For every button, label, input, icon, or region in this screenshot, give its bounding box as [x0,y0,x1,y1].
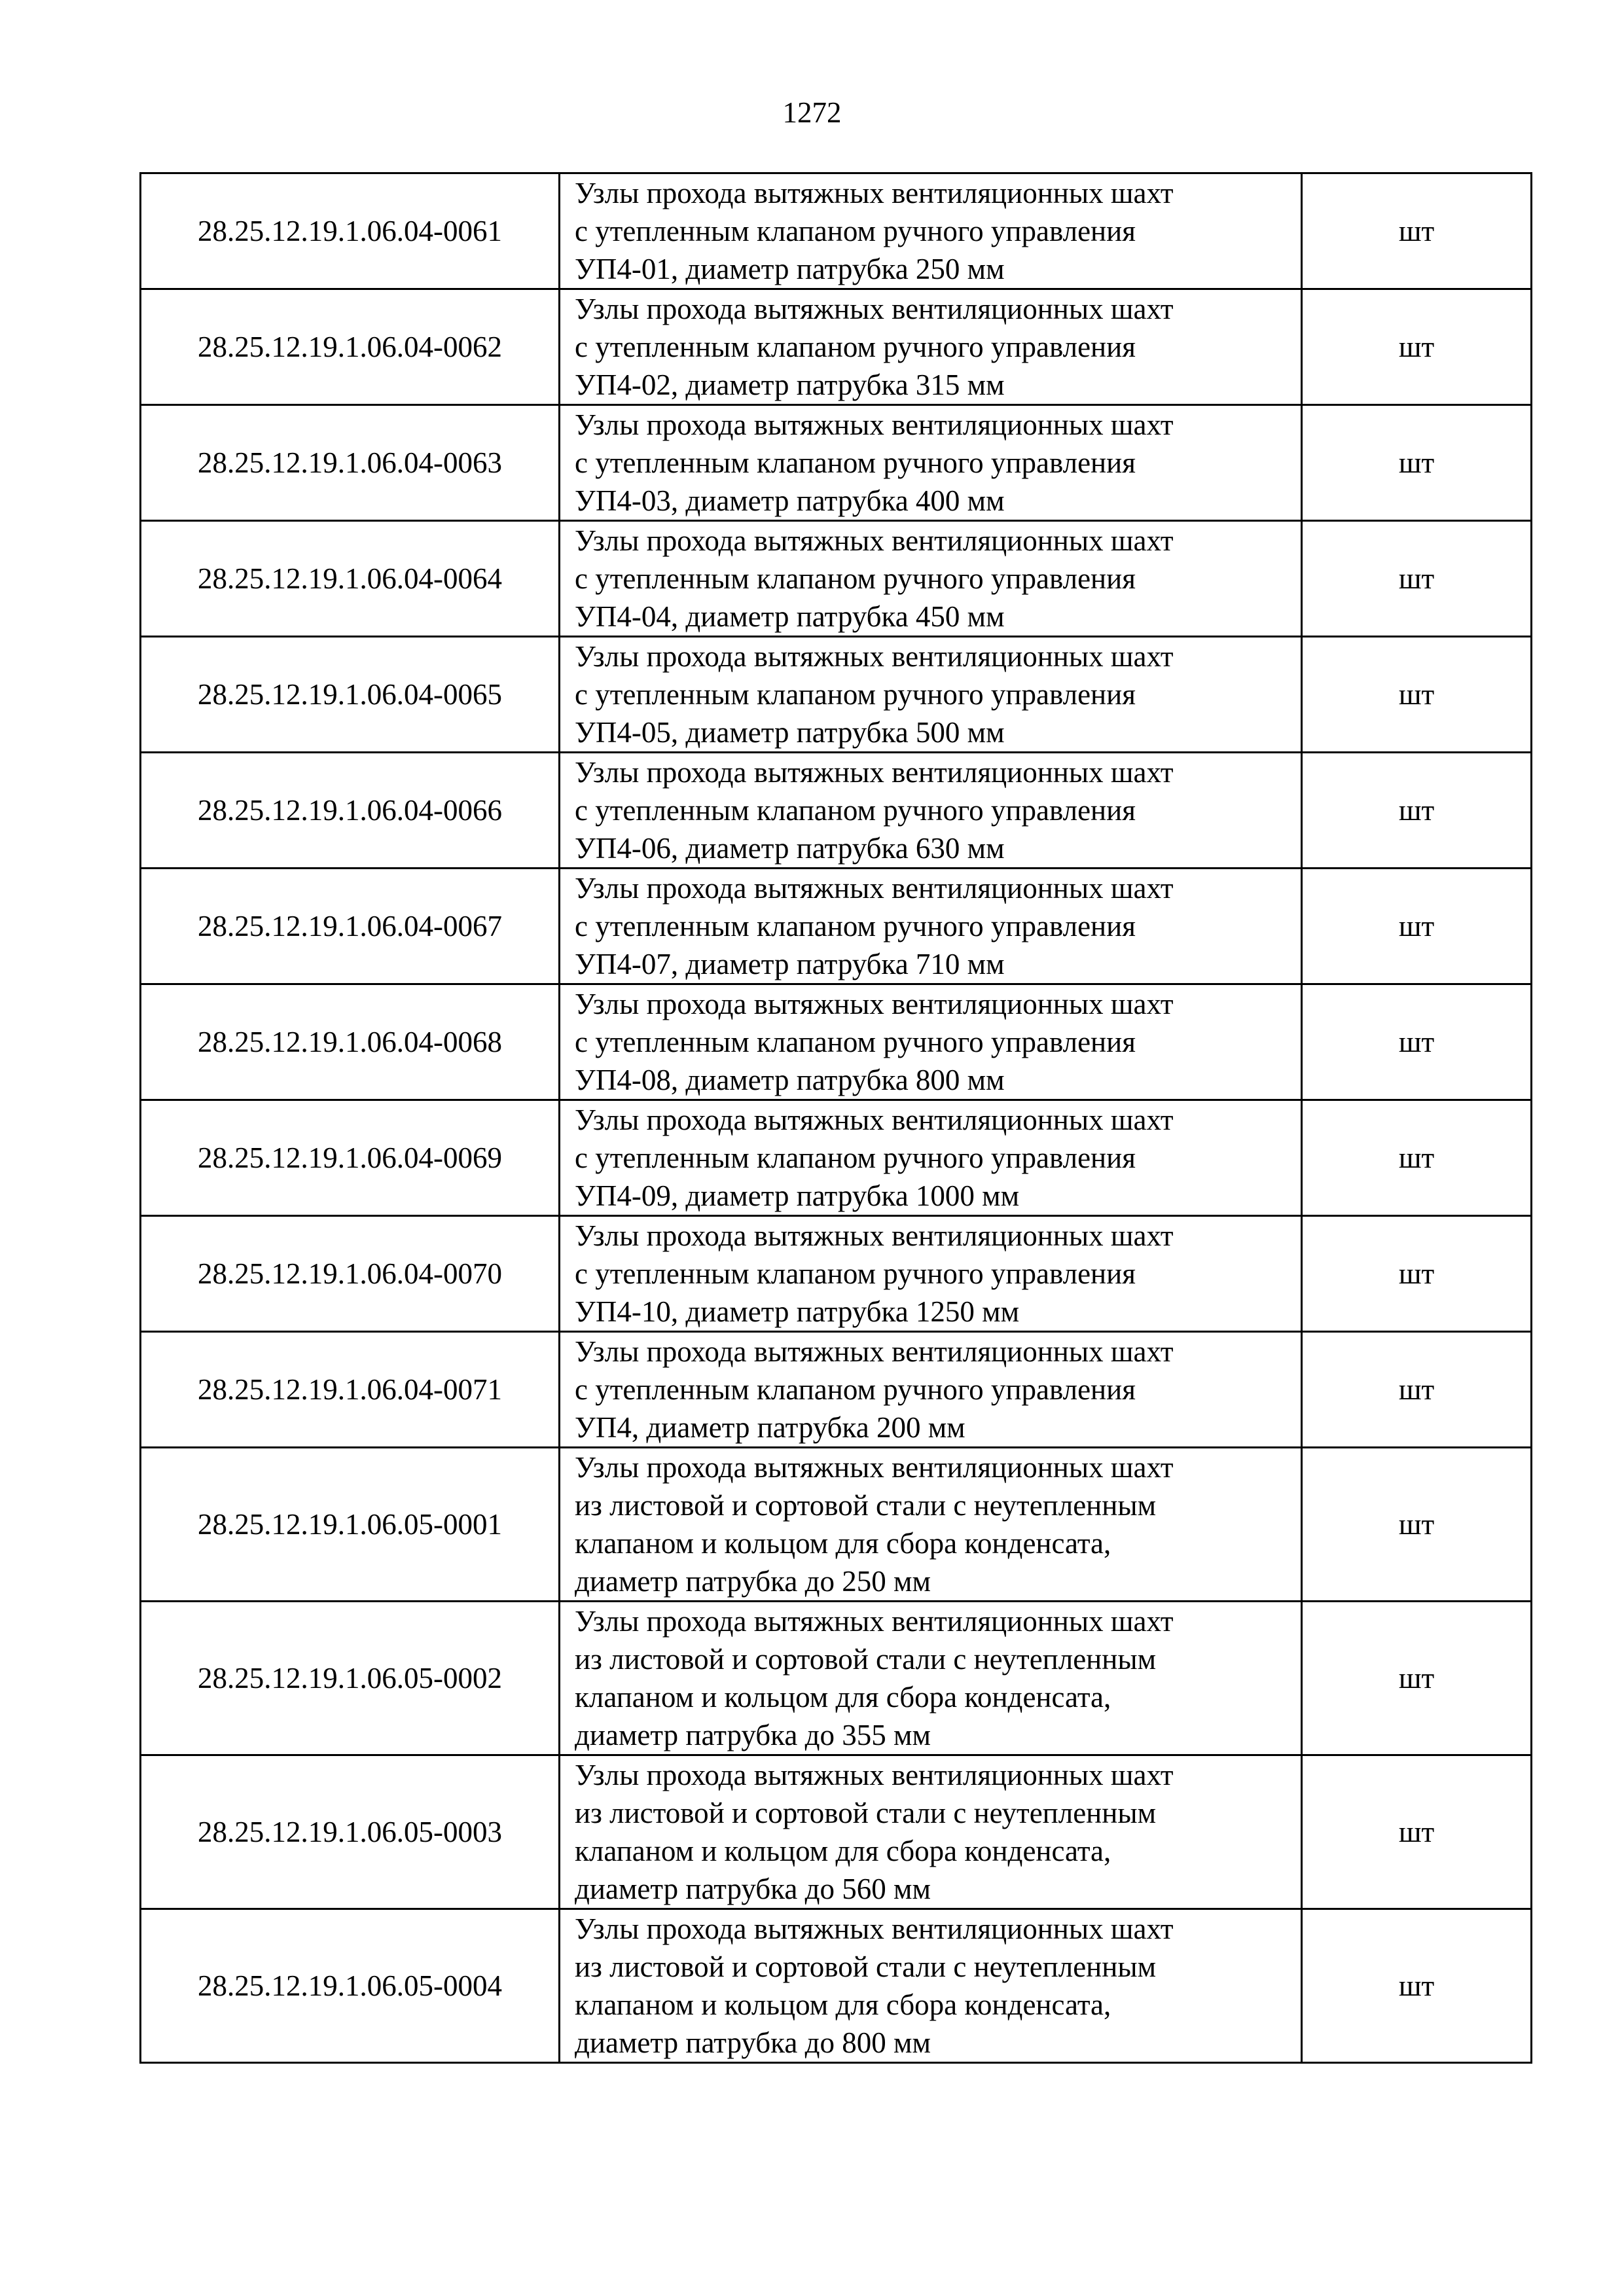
resource-name-line: Узлы прохода вытяжных вентиляционных шахт [575,988,1174,1020]
resource-code-cell: 28.25.12.19.1.06.04-0061 [141,173,560,289]
unit-cell: шт [1302,1602,1532,1755]
table-row [141,1909,1532,2063]
resource-name-line: УП4, диаметр патрубка 200 мм [575,1411,965,1444]
resource-code-cell: 28.25.12.19.1.06.04-0071 [141,1332,560,1448]
unit-cell: шт [1302,637,1532,753]
resource-name-line: УП4-01, диаметр патрубка 250 мм [575,253,1005,285]
table-row [141,1216,1532,1332]
resource-name-line: клапаном и кольцом для сбора конденсата, [575,1527,1111,1560]
resource-name-line: диаметр патрубка до 355 мм [575,1719,931,1751]
resource-name-line: с утепленным клапаном ручного управления [575,678,1136,711]
resource-name-line: диаметр патрубка до 560 мм [575,1873,931,1905]
table-row [141,289,1532,405]
resource-name-line: клапаном и кольцом для сбора конденсата, [575,1681,1111,1713]
resource-name-cell [560,753,1302,869]
resource-name-cell [560,1216,1302,1332]
resource-name-line: с утепленным клапаном ручного управления [575,1257,1136,1290]
resource-name-line: диаметр патрубка до 800 мм [575,2026,931,2059]
page-number: 1272 [782,96,842,129]
resource-name-cell [560,637,1302,753]
unit-cell: шт [1302,405,1532,521]
table-row [141,1602,1532,1755]
resource-code-cell: 28.25.12.19.1.06.04-0069 [141,1100,560,1216]
resource-name-line: с утепленным клапаном ручного управления [575,794,1136,827]
resource-name-cell [560,1909,1302,2063]
table-row [141,1332,1532,1448]
resource-code-cell: 28.25.12.19.1.06.04-0063 [141,405,560,521]
resource-name-line: Узлы прохода вытяжных вентиляционных шахт [575,640,1174,673]
resource-name-line: с утепленным клапаном ручного управления [575,562,1136,595]
resource-code-cell: 28.25.12.19.1.06.04-0062 [141,289,560,405]
unit-cell: шт [1302,869,1532,984]
catalog-table-body [141,173,1532,2063]
unit-cell: шт [1302,521,1532,637]
resource-code-cell: 28.25.12.19.1.06.04-0070 [141,1216,560,1332]
table-row [141,1448,1532,1602]
resource-name-line: УП4-09, диаметр патрубка 1000 мм [575,1179,1020,1212]
resource-name-line: из листовой и сортовой стали с неутепленным [575,1643,1157,1676]
table-row [141,637,1532,753]
resource-name-line: с утепленным клапаном ручного управления [575,446,1136,479]
resource-name-cell [560,405,1302,521]
resource-name-cell [560,1100,1302,1216]
resource-name-line: с утепленным клапаном ручного управления [575,1141,1136,1174]
table-row [141,521,1532,637]
resource-name-line: из листовой и сортовой стали с неутепленным [575,1489,1157,1522]
resource-code-cell: 28.25.12.19.1.06.05-0001 [141,1448,560,1602]
resource-name-line: Узлы прохода вытяжных вентиляционных шахт [575,1335,1174,1368]
resource-name-line: с утепленным клапаном ручного управления [575,331,1136,363]
resource-name-cell [560,1755,1302,1909]
resource-name-line: с утепленным клапаном ручного управления [575,910,1136,942]
resource-name-cell [560,521,1302,637]
resource-name-line: клапаном и кольцом для сбора конденсата, [575,1835,1111,1867]
resource-name-cell [560,1602,1302,1755]
resource-code-cell: 28.25.12.19.1.06.04-0064 [141,521,560,637]
unit-cell: шт [1302,1909,1532,2063]
resource-name-line: УП4-05, диаметр патрубка 500 мм [575,716,1005,749]
resource-name-line: УП4-06, диаметр патрубка 630 мм [575,832,1005,865]
table-row [141,753,1532,869]
resource-name-cell [560,1332,1302,1448]
table-row [141,405,1532,521]
resource-name-line: Узлы прохода вытяжных вентиляционных шахт [575,872,1174,905]
table-row [141,1755,1532,1909]
resource-code-cell: 28.25.12.19.1.06.04-0068 [141,984,560,1100]
resource-name-cell [560,173,1302,289]
resource-name-line: диаметр патрубка до 250 мм [575,1565,931,1598]
resource-name-line: УП4-08, диаметр патрубка 800 мм [575,1064,1005,1096]
resource-name-line: Узлы прохода вытяжных вентиляционных шахт [575,177,1174,209]
resource-code-cell: 28.25.12.19.1.06.05-0003 [141,1755,560,1909]
resource-name-cell [560,289,1302,405]
unit-cell: шт [1302,984,1532,1100]
resource-name-cell [560,869,1302,984]
resource-name-line: УП4-07, диаметр патрубка 710 мм [575,948,1005,980]
resource-code-cell: 28.25.12.19.1.06.04-0065 [141,637,560,753]
table-row [141,1100,1532,1216]
unit-cell: шт [1302,1755,1532,1909]
resource-name-line: УП4-03, диаметр патрубка 400 мм [575,484,1005,517]
unit-cell: шт [1302,753,1532,869]
resource-name-line: Узлы прохода вытяжных вентиляционных шахт [575,293,1174,325]
resource-name-line: с утепленным клапаном ручного управления [575,215,1136,247]
resource-name-line: из листовой и сортовой стали с неутепленным [575,1797,1157,1829]
unit-cell: шт [1302,289,1532,405]
resource-name-line: Узлы прохода вытяжных вентиляционных шахт [575,1605,1174,1638]
table-row [141,984,1532,1100]
unit-cell: шт [1302,1448,1532,1602]
resource-name-line: Узлы прохода вытяжных вентиляционных шахт [575,524,1174,557]
resource-name-line: Узлы прохода вытяжных вентиляционных шахт [575,1451,1174,1484]
table-row [141,173,1532,289]
resource-name-line: Узлы прохода вытяжных вентиляционных шахт [575,1912,1174,1945]
resource-name-line: УП4-04, диаметр патрубка 450 мм [575,600,1005,633]
resource-code-cell: 28.25.12.19.1.06.04-0067 [141,869,560,984]
unit-cell: шт [1302,1216,1532,1332]
catalog-table [139,172,1532,2064]
resource-name-line: Узлы прохода вытяжных вентиляционных шахт [575,408,1174,441]
resource-name-line: УП4-10, диаметр патрубка 1250 мм [575,1295,1020,1328]
resource-name-line: Узлы прохода вытяжных вентиляционных шахт [575,1759,1174,1791]
resource-name-cell [560,1448,1302,1602]
resource-name-line: Узлы прохода вытяжных вентиляционных шахт [575,1103,1174,1136]
resource-name-line: УП4-02, диаметр патрубка 315 мм [575,368,1005,401]
resource-code-cell: 28.25.12.19.1.06.05-0004 [141,1909,560,2063]
unit-cell: шт [1302,173,1532,289]
resource-name-line: Узлы прохода вытяжных вентиляционных шахт [575,1219,1174,1252]
table-row [141,869,1532,984]
unit-cell: шт [1302,1332,1532,1448]
resource-code-cell: 28.25.12.19.1.06.05-0002 [141,1602,560,1755]
resource-name-line: Узлы прохода вытяжных вентиляционных шахт [575,756,1174,789]
unit-cell: шт [1302,1100,1532,1216]
resource-name-line: с утепленным клапаном ручного управления [575,1026,1136,1058]
resource-name-cell [560,984,1302,1100]
resource-name-line: с утепленным клапаном ручного управления [575,1373,1136,1406]
resource-name-line: из листовой и сортовой стали с неутепленным [575,1950,1157,1983]
resource-code-cell: 28.25.12.19.1.06.04-0066 [141,753,560,869]
resource-name-line: клапаном и кольцом для сбора конденсата, [575,1988,1111,2021]
